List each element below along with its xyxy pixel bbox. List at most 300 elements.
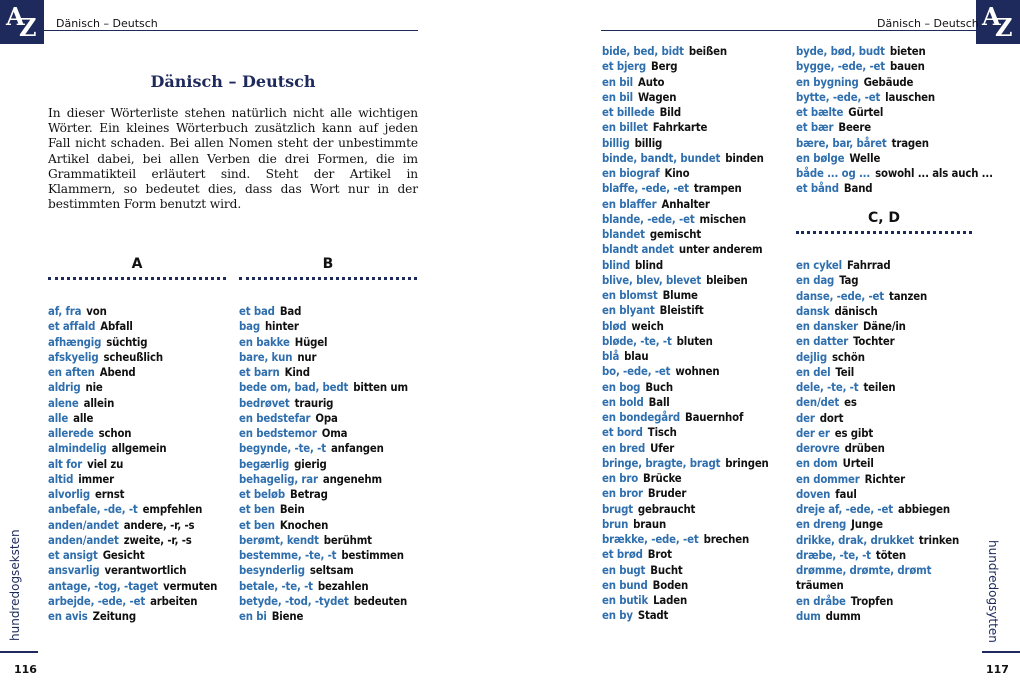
danish-word: et bånd: [796, 182, 839, 196]
list-item: [602, 44, 769, 59]
danish-word: brugt: [602, 502, 633, 516]
list-item: [796, 289, 959, 304]
danish-word: begærlig: [239, 457, 290, 471]
german-translation: gierig: [294, 457, 327, 471]
list-item: [602, 456, 769, 471]
list-item: [48, 350, 217, 365]
section-divider-cd: [796, 231, 972, 234]
danish-word: af, fra: [48, 305, 82, 318]
german-translation: Beere: [838, 121, 872, 135]
german-translation: bluten: [676, 334, 713, 348]
danish-word: et bord: [602, 426, 643, 440]
german-translation: billig: [634, 136, 663, 150]
list-item: [48, 319, 217, 334]
list-item: [796, 502, 959, 517]
list-item: [796, 136, 993, 151]
list-item: [602, 181, 769, 196]
german-translation: Fahrrad: [846, 259, 891, 272]
list-item: [796, 105, 993, 120]
list-item: [48, 487, 217, 502]
list-item: [796, 59, 993, 74]
danish-word: anden/andet: [48, 518, 119, 532]
danish-word: en bog: [602, 380, 641, 394]
german-translation: Kino: [664, 167, 690, 180]
list-item: [48, 533, 217, 548]
list-item: [602, 197, 769, 212]
german-translation: hinter: [264, 320, 299, 334]
list-item: [796, 166, 993, 181]
german-translation: schon: [98, 427, 132, 440]
danish-word: danse, -ede, -et: [796, 289, 884, 303]
german-translation: sowohl ... als auch ...: [875, 167, 993, 180]
german-translation: traurig: [294, 396, 334, 410]
list-item: [48, 609, 217, 624]
list-item: [48, 548, 217, 563]
danish-word: et brød: [602, 548, 643, 562]
danish-word: en dansker: [796, 320, 858, 333]
danish-word: en billet: [602, 121, 648, 135]
danish-word: bære, bar, båret: [796, 136, 887, 150]
german-translation: brechen: [703, 533, 750, 546]
danish-word: anden/andet: [48, 533, 119, 547]
german-translation: immer: [78, 472, 115, 486]
german-translation: empfehlen: [142, 503, 203, 517]
german-translation: Abfall: [100, 320, 133, 334]
danish-word: bag: [239, 320, 260, 334]
german-translation: unter anderem: [678, 243, 763, 257]
intro-paragraph: In dieser Wörterliste stehen natürlich nicht alle wichtigen Wörter. Ein kleines Wörterbuch zusätzlich kann auf jeden Fall nicht schaden. Bei allen Nomen steht der unbestimmte Artikel dabei, bei allen Verben die drei Formen, die im Grammatikteil erläutert sind. Steht der Artikel in Klammern, so bedeutet dies, dass das Wort nur in der bestimmten Form benutzt wird.: [48, 106, 418, 212]
danish-word: en bedstemor: [239, 427, 317, 440]
german-translation: blind: [635, 258, 663, 272]
list-item: [602, 578, 769, 593]
header-right-label: Dänisch – Deutsch: [877, 17, 979, 30]
danish-word: en bondegård: [602, 411, 680, 424]
danish-word: en bølge: [796, 151, 845, 165]
list-item: [602, 258, 769, 273]
german-translation: Bild: [659, 106, 681, 119]
german-translation: vermuten: [163, 579, 218, 593]
list-item: [48, 594, 217, 609]
german-translation: Betrag: [290, 488, 328, 501]
list-item: [796, 563, 959, 578]
danish-word: aldrig: [48, 381, 81, 395]
list-item: [602, 120, 769, 135]
list-item: [48, 411, 217, 426]
list-item: [239, 426, 408, 441]
word-column-c: [602, 44, 769, 624]
german-translation: abbiegen: [897, 503, 950, 516]
list-item: [602, 425, 769, 440]
list-item: [602, 303, 769, 318]
list-item: [239, 518, 408, 533]
danish-word: en dråbe: [796, 594, 846, 608]
logo-letter-z: Z: [19, 13, 37, 42]
german-translation: tragen: [891, 136, 929, 150]
section-divider-b: [239, 277, 417, 280]
danish-word: en bror: [602, 487, 643, 501]
german-translation: dort: [819, 411, 844, 425]
list-item: [796, 441, 959, 456]
danish-word: brun: [602, 517, 629, 531]
german-translation: Brot: [647, 548, 672, 562]
german-translation: Gürtel: [848, 106, 884, 119]
danish-word: billig: [602, 136, 630, 150]
list-item: [602, 547, 769, 562]
german-translation: Welle: [849, 151, 881, 165]
list-item: [602, 227, 769, 242]
german-translation: berühmt: [323, 533, 372, 547]
german-translation: bringen: [725, 456, 769, 470]
german-translation: bauen: [890, 60, 925, 74]
danish-word: en bro: [602, 472, 639, 485]
german-translation: trampen: [693, 182, 742, 196]
german-translation: Bleistift: [659, 304, 704, 318]
german-translation: Tag: [839, 274, 859, 288]
german-translation: von: [86, 305, 107, 318]
danish-word: doven: [796, 487, 831, 501]
german-translation: Opa: [315, 411, 338, 425]
german-translation: Stadt: [637, 609, 669, 623]
danish-word: et billede: [602, 106, 655, 119]
list-item: [239, 533, 408, 548]
german-translation: nie: [85, 381, 103, 395]
list-item: [239, 472, 408, 487]
german-translation: Auto: [638, 75, 665, 89]
german-translation: Laden: [653, 594, 688, 607]
danish-word: bygge, -ede, -et: [796, 60, 886, 74]
list-item: [239, 548, 408, 563]
list-item: [796, 181, 993, 196]
list-item: [796, 578, 959, 593]
danish-word: dum: [796, 609, 821, 623]
list-item: [239, 579, 408, 594]
danish-word: dejlig: [796, 350, 827, 364]
list-item: [796, 594, 959, 609]
list-item: [239, 594, 408, 609]
german-translation: dumm: [825, 609, 861, 623]
list-item: [602, 105, 769, 120]
footer-bar-left: [0, 651, 38, 653]
german-translation: trinken: [918, 533, 960, 547]
list-item: [796, 365, 959, 380]
list-item: [796, 487, 959, 502]
german-translation: allein: [83, 396, 115, 410]
list-item: [602, 441, 769, 456]
german-translation: Ufer: [650, 441, 675, 455]
footer-bar-right: [982, 651, 1020, 653]
german-translation: beißen: [688, 45, 728, 58]
german-translation: tanzen: [888, 289, 928, 303]
danish-word: et ben: [239, 503, 275, 517]
german-translation: andere, -r, -s: [123, 518, 195, 532]
list-item: [602, 410, 769, 425]
danish-word: antage, -tog, -taget: [48, 579, 159, 593]
german-translation: Teil: [835, 365, 855, 379]
danish-word: allerede: [48, 427, 94, 440]
german-translation: Band: [843, 182, 873, 196]
danish-word: et barn: [239, 366, 280, 379]
german-translation: Zeitung: [92, 610, 136, 623]
list-item: [239, 396, 408, 411]
german-translation: alle: [73, 411, 94, 425]
danish-word: anbefale, -de, -t: [48, 503, 138, 517]
german-translation: Bruder: [647, 487, 687, 501]
german-translation: schön: [832, 350, 865, 364]
list-item: [48, 502, 217, 517]
danish-word: en butik: [602, 594, 649, 607]
german-translation: Bucht: [650, 563, 683, 577]
az-logo-right: [976, 0, 1020, 44]
danish-word: alene: [48, 396, 79, 410]
danish-word: en bund: [602, 578, 648, 592]
german-translation: Abend: [99, 366, 136, 379]
danish-word: bare, kun: [239, 350, 293, 364]
german-translation: blau: [624, 350, 649, 363]
section-heading-a: A: [131, 256, 143, 272]
german-translation: süchtig: [106, 335, 148, 349]
page-number-right: 117: [986, 663, 1009, 676]
danish-word: en bred: [602, 441, 646, 455]
list-item: [796, 304, 959, 319]
word-column-d2: [796, 258, 959, 624]
danish-word: en dom: [796, 457, 838, 471]
word-column-d1: [796, 44, 993, 197]
danish-word: begynde, -te, -t: [239, 442, 326, 456]
danish-word: et affald: [48, 320, 96, 334]
german-translation: Biene: [271, 610, 304, 623]
list-item: [239, 365, 408, 380]
list-item: [602, 608, 769, 623]
danish-word: ansvarlig: [48, 564, 100, 578]
list-item: [796, 609, 959, 624]
list-item: [602, 380, 769, 395]
german-translation: Tropfen: [850, 594, 894, 608]
list-item: [602, 349, 769, 364]
danish-word: bo, -ede, -et: [602, 365, 671, 379]
list-item: [796, 350, 959, 365]
danish-word: et ben: [239, 518, 275, 532]
danish-word: en bil: [602, 90, 634, 104]
list-item: [796, 548, 959, 563]
danish-word: den/det: [796, 396, 840, 410]
german-translation: dänisch: [834, 304, 878, 318]
german-translation: Däne/in: [862, 320, 906, 333]
german-translation: angenehm: [322, 472, 382, 486]
list-item: [602, 75, 769, 90]
side-page-word-right: hundredogsytten: [986, 540, 1000, 643]
danish-word: et beløb: [239, 488, 286, 501]
german-translation: anfangen: [330, 442, 384, 456]
danish-word: betale, -te, -t: [239, 579, 313, 593]
danish-word: en datter: [796, 335, 849, 349]
logo-letter-z: Z: [995, 13, 1013, 42]
danish-word: behagelig, rar: [239, 472, 318, 486]
list-item: [239, 304, 408, 319]
page-number-left: 116: [14, 663, 37, 676]
danish-word: bytte, -ede, -et: [796, 90, 881, 104]
danish-word: derovre: [796, 442, 840, 455]
german-translation: Knochen: [279, 518, 329, 532]
section-divider-a: [48, 277, 226, 280]
list-item: [602, 273, 769, 288]
german-translation: mischen: [699, 212, 746, 226]
danish-word: almindelig: [48, 442, 107, 456]
header-rule-right: [601, 30, 976, 31]
list-item: [48, 472, 217, 487]
german-translation: Gesicht: [102, 549, 145, 562]
list-item: [602, 334, 769, 349]
danish-word: dele, -te, -t: [796, 381, 859, 394]
german-translation: bedeuten: [353, 594, 408, 608]
german-translation: drüben: [844, 442, 885, 455]
danish-word: en blyant: [602, 304, 655, 318]
list-item: [796, 334, 959, 349]
danish-word: blandt andet: [602, 243, 674, 257]
danish-word: dansk: [796, 304, 830, 318]
german-translation: Anhalter: [661, 197, 710, 211]
danish-word: et bjerg: [602, 60, 647, 74]
header-left-label: Dänisch – Deutsch: [56, 17, 158, 30]
german-translation: Junge: [851, 518, 883, 532]
list-item: [48, 426, 217, 441]
german-translation: wohnen: [675, 365, 720, 379]
list-item: [602, 563, 769, 578]
german-translation: Buch: [645, 380, 673, 394]
german-translation: seltsam: [309, 564, 354, 578]
german-translation: bleiben: [706, 273, 748, 287]
header-rule-left: [44, 30, 418, 31]
section-heading-b: B: [322, 256, 334, 272]
german-translation: viel zu: [87, 457, 124, 471]
word-column-b: [239, 304, 408, 624]
danish-word: drømme, drømte, drømt: [796, 564, 932, 577]
list-item: [602, 471, 769, 486]
danish-word: en blaffer: [602, 197, 657, 211]
danish-word: byde, bød, budt: [796, 45, 885, 58]
list-item: [48, 457, 217, 472]
list-item: [796, 90, 993, 105]
list-item: [796, 411, 959, 426]
list-item: [48, 518, 217, 533]
list-item: [602, 502, 769, 517]
german-translation: verantwortlich: [104, 564, 187, 578]
german-translation: gebraucht: [637, 502, 696, 516]
list-item: [796, 426, 959, 441]
danish-word: dræbe, -te, -t: [796, 548, 871, 562]
german-translation: Bad: [279, 305, 302, 318]
list-item: [239, 411, 408, 426]
danish-word: arbejde, -ede, -et: [48, 594, 146, 608]
german-translation: zweite, -r, -s: [123, 533, 192, 547]
list-item: [239, 502, 408, 517]
german-translation: ernst: [95, 488, 125, 501]
az-logo-left: [0, 0, 44, 44]
danish-word: betyde, -tod, -tydet: [239, 594, 349, 608]
danish-word: en by: [602, 609, 633, 623]
list-item: [602, 517, 769, 532]
list-item: [796, 395, 959, 410]
list-item: [796, 75, 993, 90]
list-item: [48, 380, 217, 395]
list-item: [239, 350, 408, 365]
list-item: [48, 441, 217, 456]
german-translation: Wagen: [638, 90, 677, 104]
danish-word: blød: [602, 319, 627, 333]
danish-word: afskyelig: [48, 350, 99, 364]
list-item: [239, 457, 408, 472]
list-item: [602, 136, 769, 151]
list-item: [602, 532, 769, 547]
side-page-word-left: hundredogseksten: [8, 529, 22, 641]
danish-word: en dag: [796, 274, 835, 288]
logo-letter-a: A: [982, 2, 1001, 31]
list-item: [239, 609, 408, 624]
danish-word: der: [796, 411, 815, 425]
list-item: [239, 563, 408, 578]
list-item: [796, 151, 993, 166]
list-item: [796, 120, 993, 135]
list-item: [602, 151, 769, 166]
german-translation: Bein: [279, 503, 305, 517]
danish-word: alt for: [48, 457, 83, 471]
list-item: [602, 319, 769, 334]
danish-word: bløde, -te, -t: [602, 334, 672, 348]
danish-word: et bad: [239, 305, 275, 318]
german-translation: Ball: [648, 395, 670, 409]
danish-word: binde, bandt, bundet: [602, 151, 721, 165]
german-translation: arbeiten: [150, 594, 198, 608]
list-item: [602, 486, 769, 501]
german-translation: töten: [875, 548, 906, 562]
danish-word: der er: [796, 426, 830, 440]
danish-word: berømt, kendt: [239, 533, 319, 547]
list-item: [602, 364, 769, 379]
german-translation: Fahrkarte: [652, 121, 708, 135]
german-translation: Tochter: [853, 335, 895, 349]
list-item: [602, 59, 769, 74]
list-item: [48, 579, 217, 594]
danish-word: et bær: [796, 121, 834, 135]
danish-word: en bakke: [239, 335, 290, 349]
list-item: [48, 365, 217, 380]
danish-word: en aften: [48, 366, 95, 379]
danish-word: blind: [602, 258, 630, 272]
german-translation: Urteil: [842, 457, 874, 471]
word-column-a: [48, 304, 217, 624]
list-item: [239, 441, 408, 456]
list-item: [796, 258, 959, 273]
danish-word: en blomst: [602, 289, 658, 302]
danish-word: en bold: [602, 395, 644, 409]
list-item: [602, 593, 769, 608]
danish-word: blaffe, -ede, -et: [602, 182, 689, 196]
list-item: [602, 90, 769, 105]
list-item: [602, 212, 769, 227]
german-translation: Hügel: [294, 335, 328, 349]
danish-word: alle: [48, 411, 69, 425]
danish-word: en cykel: [796, 259, 842, 272]
german-translation: Berg: [651, 60, 678, 74]
danish-word: en dreng: [796, 518, 847, 532]
list-item: [796, 517, 959, 532]
german-translation: Boden: [652, 578, 689, 592]
german-translation: träumen: [796, 579, 844, 593]
list-item: [796, 319, 959, 334]
list-item: [48, 335, 217, 350]
german-translation: Richter: [864, 472, 905, 486]
list-item: [796, 472, 959, 487]
list-item: [602, 242, 769, 257]
